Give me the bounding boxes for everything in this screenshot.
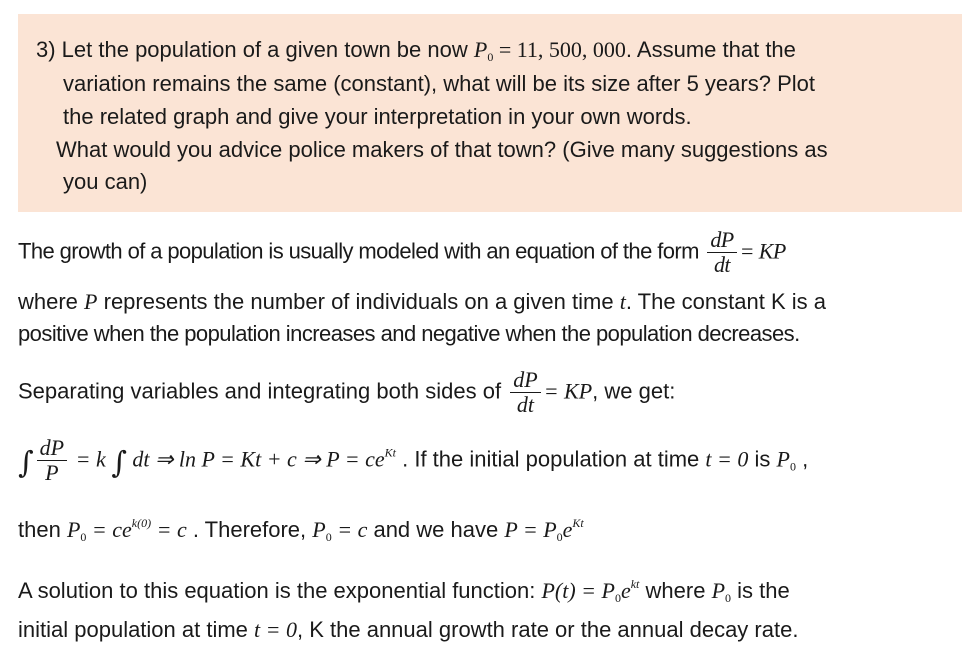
fraction-denominator: P bbox=[45, 460, 59, 485]
question-text: 3) Let the population of a given town be now bbox=[36, 37, 474, 62]
math-subscript: 0 bbox=[789, 459, 796, 474]
math-text: P(t) = P bbox=[541, 578, 615, 603]
math-superscript: Kt bbox=[572, 516, 584, 530]
question-line-4: What would you advice police makers of that town? (Give many suggestions as bbox=[56, 137, 828, 162]
body-text: . Therefore, bbox=[186, 517, 313, 542]
body-text: where bbox=[18, 289, 85, 314]
question-text: . Assume that the bbox=[625, 37, 796, 62]
math-superscript: k(0) bbox=[131, 516, 152, 530]
math-t: t bbox=[619, 289, 626, 314]
math-p: P bbox=[66, 517, 81, 542]
math-subscript: 0 bbox=[556, 530, 563, 544]
integral-symbol: ∫ bbox=[111, 445, 127, 481]
math-p: P bbox=[711, 578, 726, 603]
body-text: is bbox=[748, 446, 777, 472]
math-text: e bbox=[562, 517, 573, 542]
fraction-numerator: dP bbox=[37, 436, 67, 461]
equation-kp: = KP bbox=[739, 238, 786, 264]
integral-symbol: ∫ bbox=[18, 445, 34, 481]
fraction-denominator: dt bbox=[516, 392, 535, 417]
body-text: . If the initial population at time bbox=[396, 446, 706, 472]
math-text: dt ⇒ ln P = Kt + c ⇒ P = ce bbox=[126, 446, 385, 472]
math-superscript: Kt bbox=[384, 445, 396, 460]
fraction-denominator: dt bbox=[714, 252, 730, 277]
body-text: , bbox=[795, 446, 809, 472]
fraction-numerator: dP bbox=[510, 368, 540, 393]
body-text: A solution to this equation is the exponential function: bbox=[18, 578, 542, 603]
population-value: = 11, 500, 000 bbox=[493, 37, 626, 62]
math-p: P bbox=[312, 517, 326, 542]
dp-over-p-fraction bbox=[37, 436, 67, 485]
math-subscript: 0 bbox=[325, 530, 332, 544]
math-text: = k bbox=[70, 446, 112, 472]
math-text: t = 0 bbox=[254, 617, 297, 642]
body-text: . The constant K is a bbox=[625, 289, 826, 314]
body-text: The growth of a population is usually modeled with an equation of the form bbox=[18, 238, 699, 264]
math-text: t = 0 bbox=[705, 446, 749, 472]
body-text: then bbox=[18, 517, 67, 542]
math-text: = c bbox=[331, 517, 368, 542]
derivative-fraction bbox=[707, 228, 736, 277]
body-line-7 bbox=[18, 570, 790, 612]
math-subscript: 0 bbox=[614, 591, 621, 605]
body-line-4 bbox=[18, 368, 675, 417]
body-text: Separating variables and integrating both sides of bbox=[18, 378, 502, 404]
math-text: = ce bbox=[86, 517, 132, 542]
math-superscript: kt bbox=[630, 577, 640, 591]
body-text: where bbox=[639, 578, 712, 603]
math-p: P bbox=[776, 446, 790, 472]
question-line-1 bbox=[36, 36, 796, 71]
math-subscript: 0 bbox=[725, 591, 732, 605]
body-text: is the bbox=[731, 578, 790, 603]
fraction-numerator: dP bbox=[707, 228, 736, 253]
body-line-1 bbox=[18, 228, 786, 277]
math-p: P bbox=[473, 37, 488, 62]
math-p: P bbox=[84, 289, 98, 314]
question-box bbox=[18, 14, 962, 212]
question-line-2: variation remains the same (constant), what will be its size after 5 years? Plot bbox=[63, 71, 815, 96]
math-text: P = P bbox=[504, 517, 557, 542]
math-text: e bbox=[620, 578, 631, 603]
body-text: initial population at time bbox=[18, 617, 255, 642]
body-text: represents the number of individuals on a given time bbox=[97, 289, 620, 314]
body-line-5 bbox=[18, 436, 808, 485]
derivative-fraction bbox=[510, 368, 540, 417]
math-text: = c bbox=[151, 517, 187, 542]
body-line-3: positive when the population increases and negative when the population decreases. bbox=[18, 321, 800, 346]
body-line-6 bbox=[18, 509, 584, 551]
body-text: , we get: bbox=[592, 378, 676, 404]
body-text: , K the annual growth rate or the annual decay rate. bbox=[297, 617, 799, 642]
math-subscript: 0 bbox=[487, 50, 494, 64]
body-line-8 bbox=[18, 616, 798, 644]
question-line-3: the related graph and give your interpretation in your own words. bbox=[63, 104, 692, 129]
body-line-2 bbox=[18, 288, 826, 316]
body-text: and we have bbox=[367, 517, 505, 542]
equation-kp: = KP bbox=[543, 378, 593, 404]
math-subscript: 0 bbox=[80, 530, 87, 544]
question-line-5: you can) bbox=[63, 169, 148, 194]
